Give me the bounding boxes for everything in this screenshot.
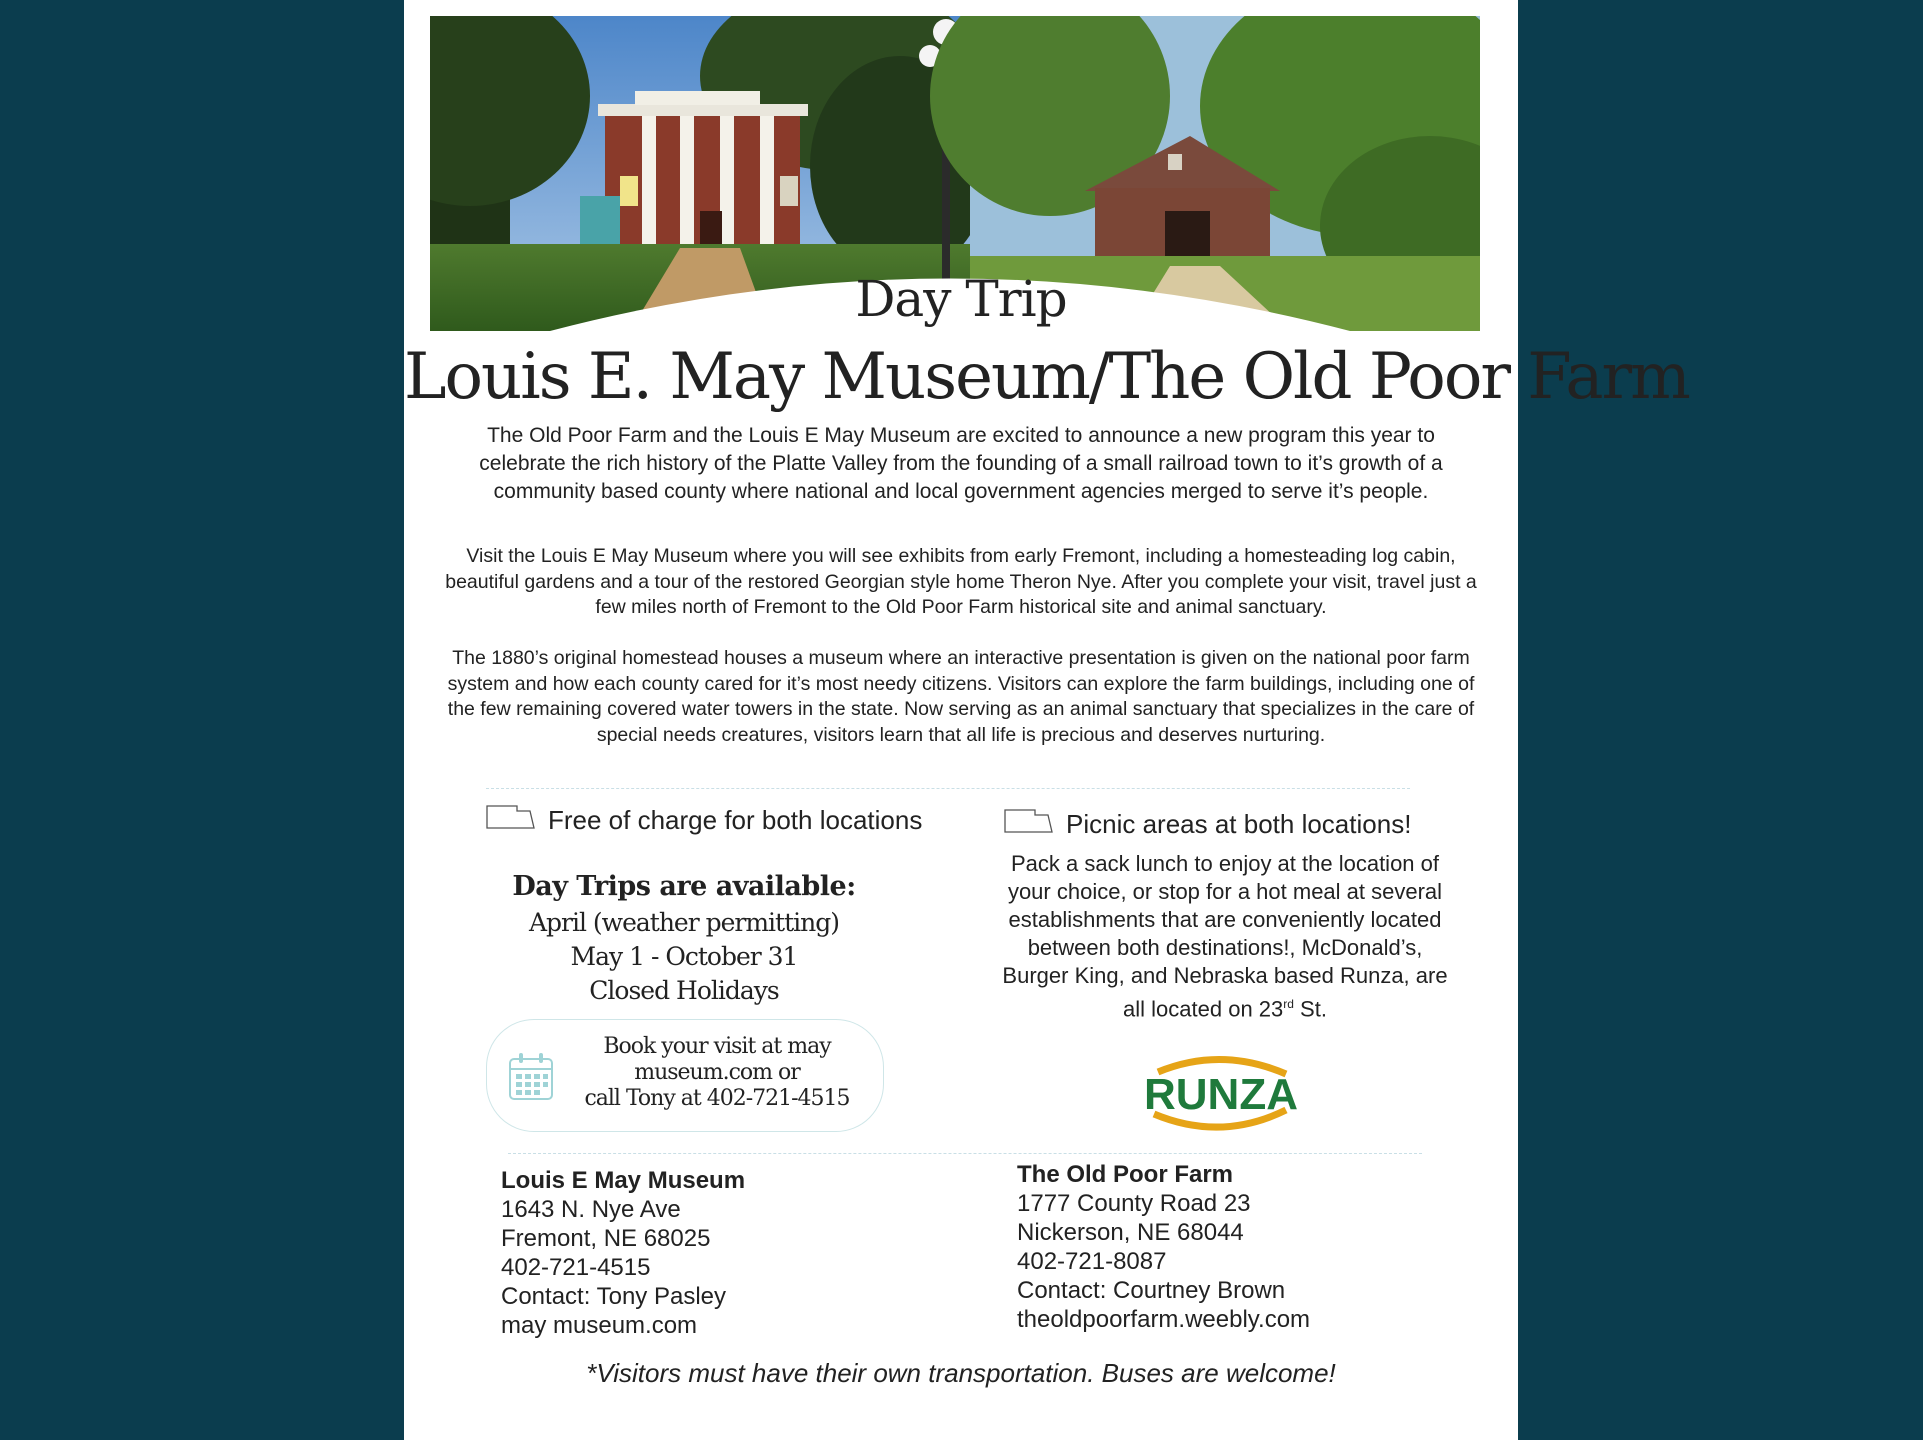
museum-phone: 402-721-4515: [501, 1254, 651, 1281]
subtitle: Day Trip: [855, 270, 1067, 328]
divider-bottom: [508, 1153, 1422, 1154]
farm-address: [1017, 1160, 1310, 1334]
nebraska-map-icon: [1004, 808, 1054, 841]
museum-address: [501, 1166, 745, 1340]
runza-logo: [1136, 1050, 1306, 1145]
picnic-description: [1000, 850, 1450, 1023]
availability-heading: Day Trips are available:: [512, 871, 856, 902]
calendar-icon: [507, 1051, 555, 1108]
museum-city: Fremont, NE 68025: [501, 1225, 711, 1252]
museum-description: Visit the Louis E May Museum where you will see exhibits from early Fremont, including a homesteading log cabin, beautiful gardens and a tour of the restored Georgian style home Theron Nye. After you complete your visit, travel just a few miles north of Fremont to the Old Poor Farm historical site and animal sanctuary.: [445, 545, 1477, 618]
museum-name: Louis E May Museum: [501, 1167, 746, 1194]
feature-free: [486, 804, 922, 837]
nebraska-map-icon: [486, 804, 536, 837]
museum-contact: Contact: Tony Pasley: [501, 1283, 727, 1310]
booking-box: [486, 1019, 884, 1132]
availability-line: April (weather permitting): [528, 908, 840, 937]
farm-description: The 1880’s original homestead houses a museum where an interactive presentation is given on the national poor farm system and how each county cared for it’s most needy citizens. Visitors can explore the farm buildings, including one of the few remaining covered water towers in the state. Now serving as an animal sanctuary that specializes in the care of special needs creatures, visitors learn that all life is precious and deserves nurturing.: [447, 647, 1475, 746]
feature-picnic: [1004, 808, 1411, 841]
page-title: Louis E. May Museum/The Old Poor Farm: [404, 340, 1689, 414]
flyer-page: [404, 0, 1689, 1440]
divider-top: [486, 788, 1410, 789]
picnic-description-superscript: rd: [1283, 997, 1294, 1011]
farm-street: 1777 County Road 23: [1017, 1190, 1251, 1217]
footer-note: *Visitors must have their own transportation. Buses are welcome!: [586, 1358, 1336, 1388]
farm-website: theoldpoorfarm.weebly.com: [1017, 1306, 1311, 1333]
booking-text: [567, 1034, 867, 1112]
museum-street: 1643 N. Nye Ave: [501, 1196, 681, 1223]
farm-city: Nickerson, NE 68044: [1017, 1219, 1244, 1246]
feature-free-label: Free of charge for both locations: [548, 805, 923, 835]
booking-line: Book your visit at may: [603, 1034, 831, 1059]
museum-website: may museum.com: [501, 1312, 698, 1339]
availability-block: [464, 868, 904, 1008]
picnic-description-end: St.: [1293, 996, 1327, 1022]
booking-line: call Tony at 402-721-4515: [584, 1086, 850, 1111]
runza-logo-text: RUNZA: [1144, 1070, 1298, 1119]
farm-contact: Contact: Courtney Brown: [1017, 1277, 1286, 1304]
feature-picnic-label: Picnic areas at both locations!: [1066, 809, 1412, 839]
availability-line: Closed Holidays: [589, 976, 779, 1005]
farm-name: The Old Poor Farm: [1017, 1161, 1234, 1188]
booking-line: museum.com or: [634, 1060, 800, 1085]
farm-phone: 402-721-8087: [1017, 1248, 1167, 1275]
availability-line: May 1 - October 31: [570, 942, 798, 971]
picnic-description-main: Pack a sack lunch to enjoy at the location of your choice, or stop for a hot meal at several establishments that are conveniently located between both destinations!, McDonald’s, Burger King, and Nebraska based Runza, are all located on 23: [1002, 851, 1448, 1022]
intro-paragraph: The Old Poor Farm and the Louis E May Museum are excited to announce a new program this year to celebrate the rich history of the Platte Valley from the founding of a small railroad town to it’s growth of a community based county where national and local government agencies merged to serve it’s people.: [479, 424, 1443, 503]
